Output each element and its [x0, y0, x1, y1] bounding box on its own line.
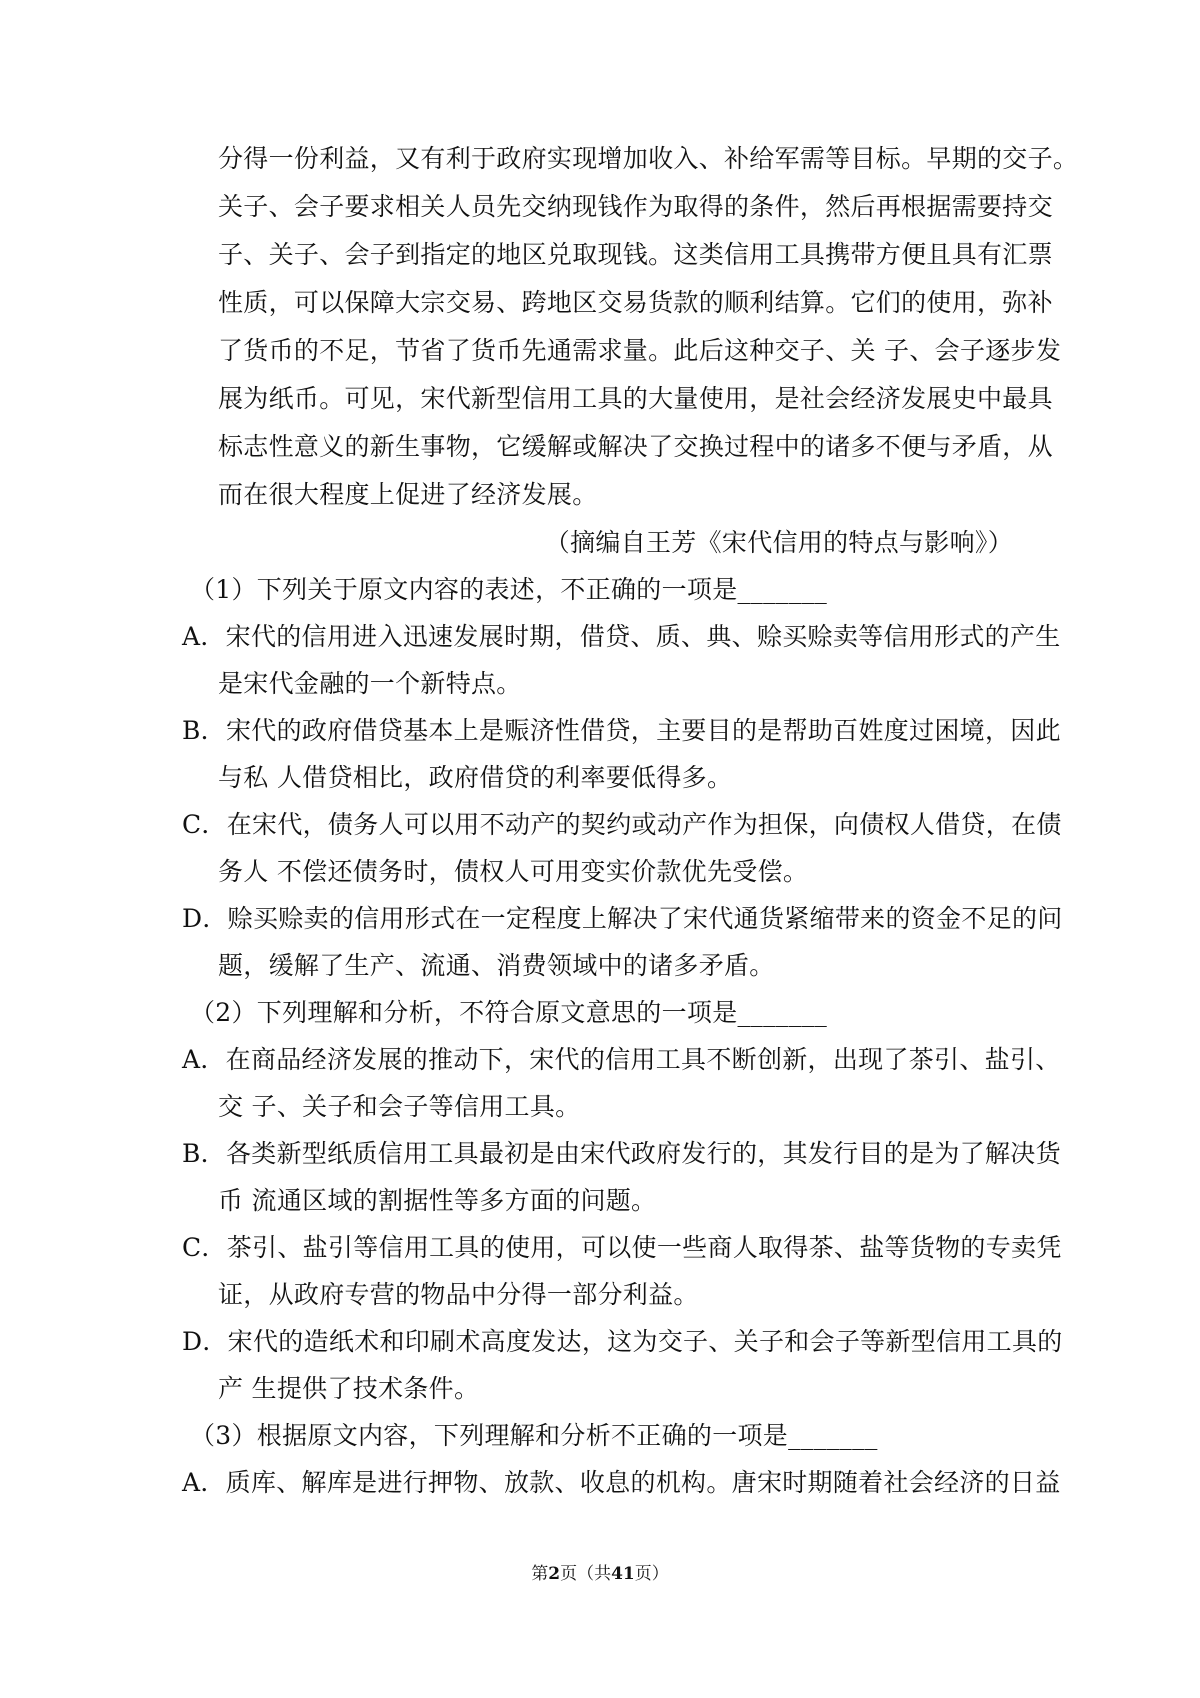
q2-option-a: A．在商品经济发展的推动下，宋代的信用工具不断创新，出现了茶引、盐引、	[182, 1045, 1061, 1074]
passage-line: 子、关子、会子到指定的地区兑取现钱。这类信用工具携带方便且具有汇票	[218, 240, 1053, 269]
footer-prefix: 第	[531, 1564, 549, 1584]
passage-line: 了货币的不足，节省了货币先通需求量。此后这种交子、关 子、会子逐步发	[218, 336, 1062, 365]
passage-line: 展为纸币。可见，宋代新型信用工具的大量使用，是社会经济发展史中最具	[218, 384, 1053, 413]
page-footer	[531, 1562, 669, 1586]
total-page-count: 41	[611, 1564, 635, 1584]
footer-middle: 页（共	[560, 1564, 612, 1584]
passage-line: 性质，可以保障大宗交易、跨地区交易货款的顺利结算。它们的使用，弥补	[218, 288, 1053, 317]
q1-option-c-continued: 务人 不偿还债务时，债权人可用变实价款优先受偿。	[218, 857, 809, 886]
q1-option-a-continued: 是宋代金融的一个新特点。	[218, 669, 522, 698]
q1-option-d-continued: 题，缓解了生产、流通、消费领域中的诸多矛盾。	[218, 951, 775, 980]
q3-option-a: A．质库、解库是进行押物、放款、收息的机构。唐宋时期随着社会经济的日益	[182, 1468, 1061, 1497]
q1-option-a: A．宋代的信用进入迅速发展时期，借贷、质、典、赊买赊卖等信用形式的产生	[182, 622, 1061, 651]
question-2-stem: （2）下列理解和分析，不符合原文意思的一项是_______	[190, 998, 828, 1027]
q2-option-b: B．各类新型纸质信用工具最初是由宋代政府发行的，其发行目的是为了解决货	[182, 1139, 1061, 1168]
q2-option-a-continued: 交 子、关子和会子等信用工具。	[218, 1092, 581, 1121]
q1-option-b: B．宋代的政府借贷基本上是赈济性借贷，主要目的是帮助百姓度过困境，因此	[182, 716, 1061, 745]
footer-suffix: 页）	[634, 1564, 669, 1584]
q1-option-d: D．赊买赊卖的信用形式在一定程度上解决了宋代通货紧缩带来的资金不足的问	[182, 904, 1063, 933]
q2-option-c: C．茶引、盐引等信用工具的使用，可以使一些商人取得茶、盐等货物的专卖凭	[182, 1233, 1062, 1262]
question-1-stem: （1）下列关于原文内容的表述，不正确的一项是_______	[190, 575, 828, 604]
q2-option-d: D．宋代的造纸术和印刷术高度发达，这为交子、关子和会子等新型信用工具的	[182, 1327, 1063, 1356]
q2-option-d-continued: 产 生提供了技术条件。	[218, 1374, 480, 1403]
q2-option-c-continued: 证，从政府专营的物品中分得一部分利益。	[218, 1280, 699, 1309]
passage-line: 关子、会子要求相关人员先交纳现钱作为取得的条件，然后再根据需要持交	[218, 192, 1053, 221]
source-attribution: （摘编自王芳《宋代信用的特点与影响》）	[544, 528, 1013, 557]
question-3-stem: （3）根据原文内容，下列理解和分析不正确的一项是_______	[190, 1421, 878, 1450]
q1-option-c: C．在宋代，债务人可以用不动产的契约或动产作为担保，向债权人借贷，在债	[182, 810, 1062, 839]
passage-line: 标志性意义的新生事物，它缓解或解决了交换过程中的诸多不便与矛盾，从	[218, 432, 1053, 461]
passage-line: 而在很大程度上促进了经济发展。	[218, 480, 598, 509]
current-page-number: 2	[548, 1564, 561, 1584]
q1-option-b-continued: 与私 人借贷相比，政府借贷的利率要低得多。	[218, 763, 733, 792]
passage-line: 分得一份利益，又有利于政府实现增加收入、补给军需等目标。早期的交子。	[218, 144, 1079, 173]
q2-option-b-continued: 币 流通区域的割据性等多方面的问题。	[218, 1186, 657, 1215]
